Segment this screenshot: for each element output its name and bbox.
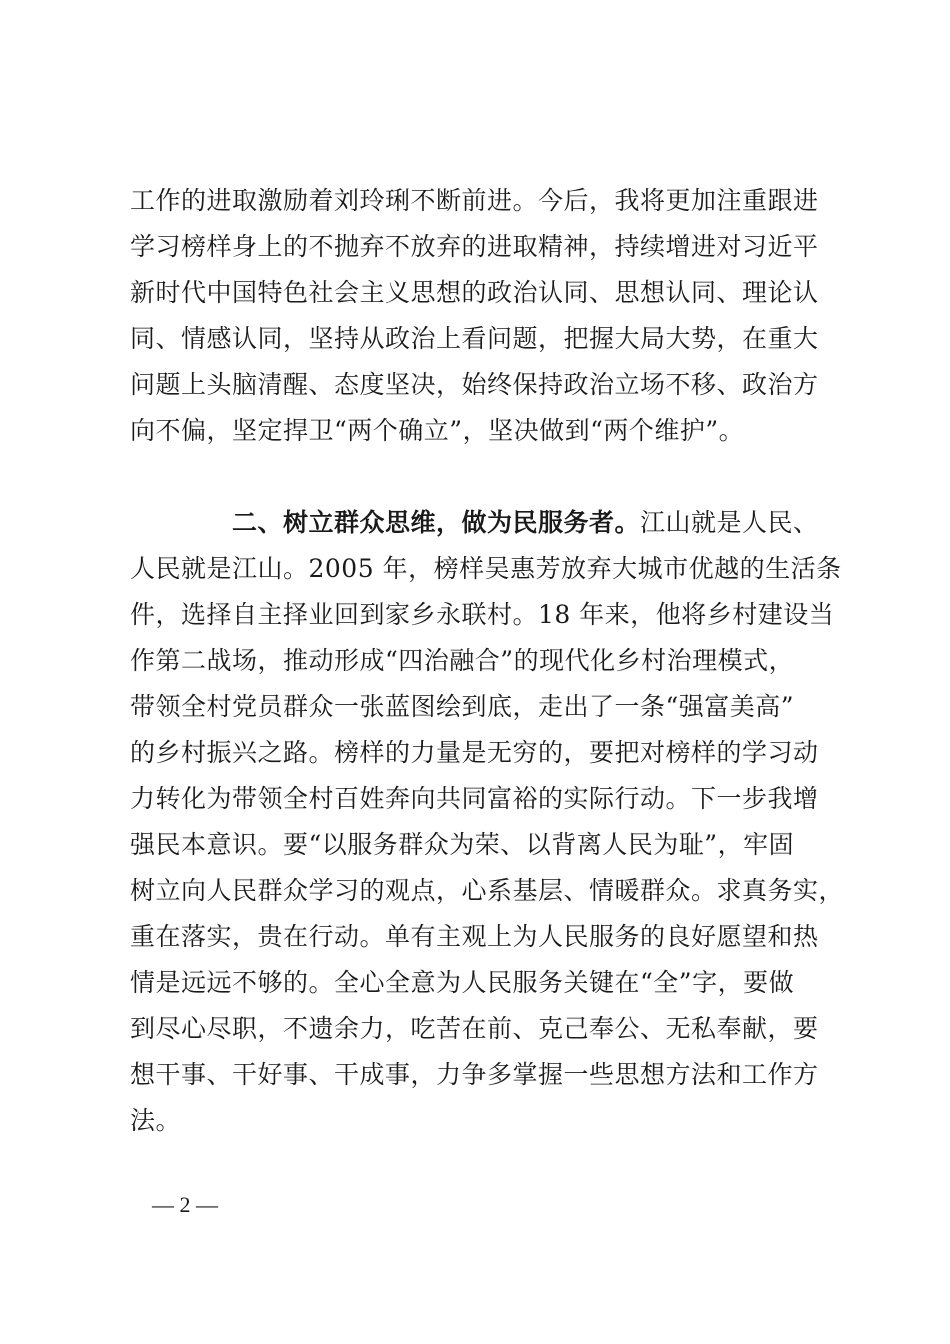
paragraph-1-line-4: 同、情感认同，坚持从政治上看问题，把握大局大势，在重大	[130, 324, 819, 353]
paragraph-2-line-6: 的乡村振兴之路。榜样的力量是无穷的，要把对榜样的学习动	[130, 738, 819, 767]
paragraph-2-line-8: 强民本意识。要“以服务群众为荣、以背离人民为耻”，牢固	[130, 830, 795, 859]
paragraph-2-line-1	[232, 508, 830, 538]
paragraph-2-line-14: 法。	[130, 1106, 182, 1135]
paragraph-2-line-3: 件，选择自主择业回到家乡永联村。18 年来，他将乡村建设当	[130, 600, 835, 629]
paragraph-2-line-11: 情是远远不够的。全心全意为人民服务关键在“全”字，要做	[130, 968, 795, 997]
paragraph-1-line-6: 向不偏，坚定捍卫“两个确立”，坚决做到“两个维护”。	[130, 416, 745, 445]
paragraph-2-line-13: 想干事、干好事、干成事，力争多掌握一些思想方法和工作方	[130, 1060, 819, 1089]
paragraph-2-line-1-text: 江山就是人民、	[640, 508, 819, 537]
paragraph-2-line-7: 力转化为带领全村百姓奔向共同富裕的实际行动。下一步我增	[130, 784, 819, 813]
paragraph-1-line-3: 新时代中国特色社会主义思想的政治认同、思想认同、理论认	[130, 278, 819, 307]
paragraph-1-line-5: 问题上头脑清醒、态度坚决，始终保持政治立场不移、政治方	[130, 370, 819, 399]
paragraph-1-line-2: 学习榜样身上的不抛弃不放弃的进取精神，持续增进对习近平	[130, 232, 819, 261]
paragraph-2-line-4: 作第二战场，推动形成“四治融合”的现代化乡村治理模式，	[130, 646, 795, 675]
paragraph-2-line-10: 重在落实，贵在行动。单有主观上为人民服务的良好愿望和热	[130, 922, 819, 951]
section-heading: 二、树立群众思维，做为民服务者。	[232, 508, 641, 537]
page-number: — 2 —	[152, 1192, 218, 1217]
paragraph-1-line-1: 工作的进取激励着刘玲琍不断前进。今后，我将更加注重跟进	[130, 186, 819, 215]
paragraph-2-line-9: 树立向人民群众学习的观点，心系基层、情暖群众。求真务实，	[130, 876, 845, 905]
paragraph-2-line-5: 带领全村党员群众一张蓝图绘到底，走出了一条“强富美高”	[130, 692, 795, 721]
paragraph-2-line-2: 人民就是江山。2005 年，榜样吴惠芳放弃大城市优越的生活条	[130, 554, 842, 583]
paragraph-2-line-12: 到尽心尽职，不遗余力，吃苦在前、克己奉公、无私奉献，要	[130, 1014, 819, 1043]
